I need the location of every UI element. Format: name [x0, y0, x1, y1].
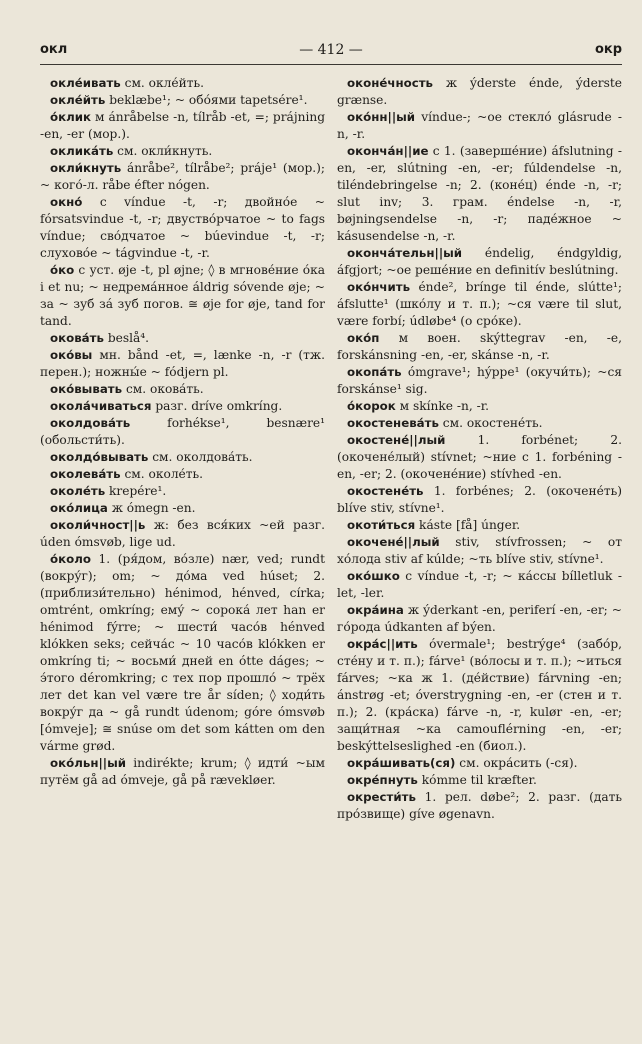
entry-definition: 1. рел. døbe²; 2. разг. (дать про́звище) gíve øgenavn.	[337, 790, 622, 821]
dictionary-entry	[40, 92, 325, 109]
dictionary-entry	[40, 398, 325, 415]
dictionary-entry	[40, 75, 325, 92]
entry-definition: beklæbe¹; ~ обо́ями tapetsére¹.	[105, 93, 308, 107]
entry-definition: м воен. skýttegrav -en, -e, forskánsning -en, -er, skánse -n, -r.	[337, 331, 622, 362]
dictionary-entry	[40, 483, 325, 500]
entry-definition: óvermale¹; bestrýge⁴ (забо́р, сте́ну и т. п.); fárve¹ (во́лосы и т. п.); ~иться fárves; ~ка ж 1. (де́йствие) fárvning -en; ánstrøg -et; óverstrygning -en, -er (стен и т. п.); 2. (кра́ска) fárve -n, -r, kulør -en, -er; защи́тная ~ка camouflérning -en, -er; beskýttelseslighed -en (биол.).	[337, 637, 622, 753]
dictionary-entry	[337, 398, 622, 415]
dictionary-entry	[40, 449, 325, 466]
entry-headword: о́корок	[347, 399, 396, 413]
entry-headword: окре́пнуть	[347, 773, 418, 787]
dictionary-entry	[40, 500, 325, 517]
dictionary-entry	[337, 789, 622, 823]
entry-definition: см. околе́ть.	[120, 467, 204, 481]
entry-headword: о́клик	[50, 110, 92, 124]
entry-definition: 1. forbénet; 2. (окочене́лый) stívnet; ~ние с 1. forbéning -en, -er; 2. (окочене́ние) stívhed -en.	[337, 433, 622, 481]
entry-definition: krepére¹.	[105, 484, 167, 498]
entry-definition: ómgrave¹; hýppe¹ (окучи́ть); ~ся forskánse¹ sig.	[337, 365, 622, 396]
entry-definition: см. окостене́ть.	[438, 416, 543, 430]
dictionary-entry	[337, 534, 622, 568]
dictionary-entry	[337, 636, 622, 755]
entry-definition: разг. dríve omkríng.	[151, 399, 283, 413]
entry-definition: с уст. øje -t, pl øjne; ◊ в мгнове́ние о́ка i et nu; ~ недрема́нное áldrig sóvende øje; ~ за ~ зуб зá зуб погов. ≅ øje for øje, tand for tand.	[40, 263, 325, 328]
entry-headword: околдова́ть	[50, 416, 131, 430]
entry-headword: окопа́ть	[347, 365, 402, 379]
entry-definition: kómme til kræfter.	[417, 773, 537, 787]
dictionary-entry	[40, 466, 325, 483]
entry-headword: окоти́ться	[347, 518, 416, 532]
dictionary-entry	[40, 755, 325, 789]
entry-definition: ж ýderste énde, ýderste grænse.	[337, 76, 622, 107]
entry-definition: 1. forbénes; 2. (окочене́ть) blíve stiv, stívne¹.	[337, 484, 622, 515]
dictionary-entry	[40, 517, 325, 551]
entry-headword: окра́шивать(ся)	[347, 756, 456, 770]
dictionary-entry	[337, 517, 622, 534]
entry-definition: éndelig, éndgyldig, áfgjort; ~ое реше́ние en definitív beslútning.	[337, 246, 622, 277]
entry-headword: окостенева́ть	[347, 416, 439, 430]
entry-headword: око́льн||ый	[50, 756, 127, 770]
entry-definition: ánråbe², tílråbe²; práje¹ (мор.); ~ кого́-л. råbe éfter nógen.	[40, 161, 325, 192]
entry-headword: оконе́чность	[347, 76, 434, 90]
entry-definition: м skínke -n, -r.	[395, 399, 490, 413]
entry-definition: indirékte; krum; ◊ идти́ ~ым путём gå ad ómveje, gå på rævekløer.	[40, 756, 325, 787]
dictionary-entry	[40, 347, 325, 381]
page-header	[40, 40, 622, 65]
entry-definition: с víndue -t, -r; двойно́е ~ fórsatsvindue -t, -r; двуство́рчатое ~ to fags víndue; сво́дчатое ~ búevindue -t, -r; слухово́е ~ tágvindue -t, -r.	[40, 195, 325, 260]
page-number: — 412 —	[299, 42, 363, 58]
dictionary-entry	[40, 415, 325, 449]
entry-headword: окле́йть	[50, 93, 106, 107]
entry-definition: káste [få] únger.	[415, 518, 521, 532]
entry-headword: околева́ть	[50, 467, 121, 481]
entry-definition: énde², brínge til énde, slútte¹; áfslutte¹ (шко́лу и т. п.); ~ся være til slut, være forbí; údløbe⁴ (о сро́ке).	[337, 280, 622, 328]
dictionary-entry	[40, 160, 325, 194]
entry-definition: ж ómegn -en.	[107, 501, 196, 515]
entry-definition: см. окра́сить (-ся).	[455, 756, 578, 770]
entry-definition: beslå⁴.	[103, 331, 150, 345]
entry-definition: ж: без вся́ких ~ей разг. úden ómsvøb, lige ud.	[40, 518, 325, 549]
dictionary-entry	[40, 551, 325, 755]
entry-definition: с víndue -t, -r; ~ ка́ссы bílletluk -let, -ler.	[337, 569, 622, 600]
entry-headword: окова́ть	[50, 331, 104, 345]
dictionary-entry	[337, 245, 622, 279]
entry-headword: окочене́||лый	[347, 535, 440, 549]
dictionary-entry	[337, 143, 622, 245]
dictionary-entry	[337, 75, 622, 109]
dictionary-entry	[337, 279, 622, 330]
dictionary-entry	[40, 194, 325, 262]
entry-definition: forhékse¹, besnære¹ (обольсти́ть).	[40, 416, 325, 447]
entry-definition: stiv, stívfrossen; ~ от хо́лода stiv af kúlde; ~ть blíve stiv, stívne¹.	[337, 535, 622, 566]
entry-headword: оконча́н||ие	[347, 144, 429, 158]
dictionary-entry	[40, 330, 325, 347]
entry-definition: с 1. (заверше́ние) áfslutning -en, -er, slútning -en, -er; fúldendelse -n, tiléndebringelse -n; 2. (коне́ц) énde -n, -r; slut inv; 3. грам. éndelse -n, -r, bøjningsendelse -n, -r; паде́жное ~ kásusendelse -n, -r.	[337, 144, 622, 243]
entry-headword: о́ко	[50, 263, 75, 277]
header-left-guideword: окл	[40, 42, 68, 57]
dictionary-entry	[40, 262, 325, 330]
entry-headword: око́нчить	[347, 280, 411, 294]
header-right-guideword: окр	[594, 42, 622, 57]
dictionary-columns	[40, 75, 622, 823]
entry-headword: око́п	[347, 331, 380, 345]
entry-definition: м ánråbelse -n, tílråb -et, =; prájning -en, -er (мор.).	[40, 110, 325, 141]
dictionary-entry	[40, 143, 325, 160]
entry-headword: окостене́ть	[347, 484, 424, 498]
entry-definition: см. окли́кнуть.	[113, 144, 213, 158]
left-column	[40, 75, 325, 823]
entry-definition: 1. (ря́дом, во́зле) nær, ved; rundt (вокру́г); om; ~ до́ма ved húset; 2. (приблизи́тельно) hénimod, hénved, círka; omtrént, omkríng; ему́ ~ сорока́ лет han er hénimod fýrre; ~ шести́ часо́в hénved klókken seks; сейча́с ~ 10 часо́в klókken er omkríng ti; ~ восьми́ дней en ótte dáges; ~ э́того déromkring; с тех пор прошло́ ~ трёх лет det kan vel være tre år síden; ◊ ходи́ть вокру́г да ~ gå rundt údenom; góre ómsvøb [ómveje]; ≅ snúse om det som kátten om den várme grød.	[40, 552, 325, 753]
entry-headword: окле́ивать	[50, 76, 121, 90]
entry-definition: мн. bånd -et, =, lænke -n, -r (тж. перен.); ножны́е ~ fódjern pl.	[40, 348, 325, 379]
entry-headword: окра́с||ить	[347, 637, 418, 651]
dictionary-entry	[337, 330, 622, 364]
right-column	[337, 75, 622, 823]
entry-headword: оконча́тельн||ый	[347, 246, 463, 260]
entry-headword: окола́чиваться	[50, 399, 152, 413]
dictionary-entry	[40, 381, 325, 398]
dictionary-entry	[337, 602, 622, 636]
entry-headword: окликáть	[50, 144, 114, 158]
dictionary-entry	[337, 568, 622, 602]
entry-headword: околдо́вывать	[50, 450, 149, 464]
dictionary-entry	[337, 415, 622, 432]
entry-headword: око́вы	[50, 348, 93, 362]
dictionary-entry	[337, 109, 622, 143]
dictionary-entry	[337, 432, 622, 483]
dictionary-entry	[337, 755, 622, 772]
entry-headword: околе́ть	[50, 484, 106, 498]
entry-headword: окра́ина	[347, 603, 404, 617]
dictionary-entry	[337, 364, 622, 398]
entry-headword: око́лица	[50, 501, 108, 515]
dictionary-entry	[40, 109, 325, 143]
dictionary-entry	[337, 483, 622, 517]
dictionary-entry	[337, 772, 622, 789]
entry-headword: околи́чност||ь	[50, 518, 146, 532]
entry-headword: око́шко	[347, 569, 400, 583]
entry-headword: окостене́||лый	[347, 433, 446, 447]
entry-definition: см. окова́ть.	[122, 382, 204, 396]
entry-headword: о́коло	[50, 552, 91, 566]
entry-headword: око́нн||ый	[347, 110, 416, 124]
entry-definition: víndue-; ~ое стекло́ glásrude -n, -r.	[337, 110, 622, 141]
entry-headword: окли́кнуть	[50, 161, 122, 175]
entry-definition: см. околдова́ть.	[148, 450, 253, 464]
entry-headword: окно́	[50, 195, 83, 209]
entry-headword: око́вывать	[50, 382, 123, 396]
entry-headword: окрести́ть	[347, 790, 416, 804]
entry-definition: см. окле́йть.	[120, 76, 204, 90]
entry-definition: ж ýderkant -en, periferí -en, -er; ~ го́рода údkanten af býen.	[337, 603, 622, 634]
